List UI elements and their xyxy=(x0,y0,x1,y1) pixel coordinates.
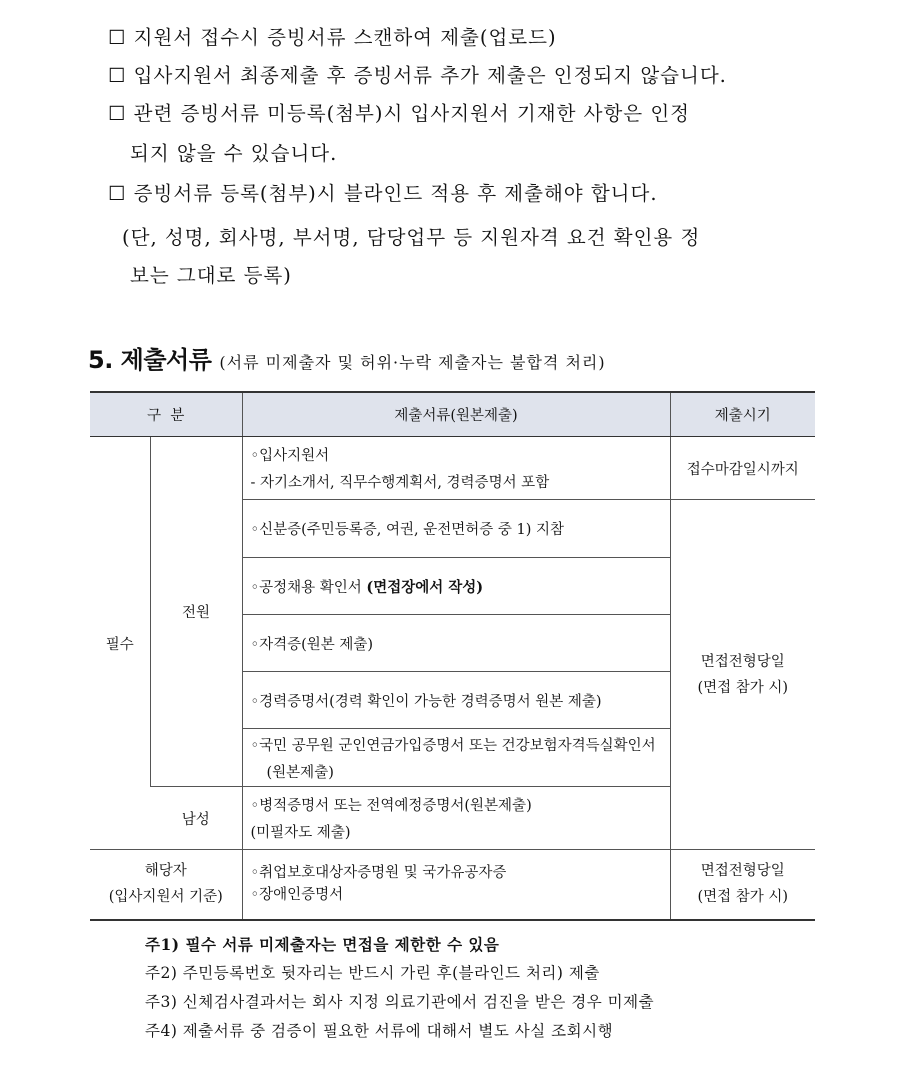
timing-cell: 면접전형당일 (면접 참가 시) xyxy=(670,500,815,850)
sub-all: 전원 xyxy=(150,437,242,787)
documents-table xyxy=(90,391,815,921)
bullet-1: ☐ 지원서 접수시 증빙서류 스캔하여 제출(업로드) xyxy=(108,26,557,49)
notes xyxy=(145,930,654,1046)
bullet-2: ☐ 입사지원서 최종제출 후 증빙서류 추가 제출은 인정되지 않습니다. xyxy=(108,64,727,87)
header-category: 구 분 xyxy=(90,392,242,437)
note-1: 주1) 필수 서류 미제출자는 면접을 제한한 수 있음 xyxy=(145,935,500,954)
table-row xyxy=(90,850,815,920)
section-heading: 5. 제출서류 xyxy=(88,346,212,374)
doc-cell: ◦입사지원서 - 자기소개서, 직무수행계획서, 경력증명서 포함 xyxy=(242,437,670,500)
bullet-4: ☐ 증빙서류 등록(첨부)시 블라인드 적용 후 제출해야 합니다. xyxy=(108,182,658,205)
doc-cell: ◦취업보호대상자증명원 및 국가유공자증 ◦장애인증명서 xyxy=(242,850,670,920)
header-documents: 제출서류(원본제출) xyxy=(242,392,670,437)
sub-male: 남성 xyxy=(150,787,242,850)
group-required: 필수 xyxy=(90,437,150,850)
table-row xyxy=(90,437,815,500)
timing-cell: 면접전형당일 (면접 참가 시) xyxy=(670,850,815,920)
doc-cell: ◦공정채용 확인서 (면접장에서 작성) xyxy=(242,558,670,615)
doc-cell: ◦신분증(주민등록증, 여권, 운전면허증 중 1) 지참 xyxy=(242,500,670,558)
bullet-3: ☐ 관련 증빙서류 미등록(첨부)시 입사지원서 기재한 사항은 인정 xyxy=(108,102,691,125)
note-3: 주3) 신체검사결과서는 회사 지정 의료기관에서 검진을 받은 경우 미제출 xyxy=(145,993,655,1011)
doc-cell: ◦병적증명서 또는 전역예정증명서(원본제출) (미필자도 제출) xyxy=(242,787,670,850)
timing-cell: 접수마감일시까지 xyxy=(670,437,815,500)
section-title xyxy=(88,340,606,375)
header-timing: 제출시기 xyxy=(670,392,815,437)
note-4: 주4) 제출서류 중 검증이 필요한 서류에 대해서 별도 사실 조회시행 xyxy=(145,1022,614,1040)
doc-cell: ◦경력증명서(경력 확인이 가능한 경력증명서 원본 제출) xyxy=(242,672,670,729)
doc-cell: ◦국민 공무원 군인연금가입증명서 또는 건강보험자격득실확인서 (원본제출) xyxy=(242,729,670,787)
doc-cell: ◦자격증(원본 제출) xyxy=(242,615,670,672)
section-subtitle: (서류 미제출자 및 허위·누락 제출자는 불합격 처리) xyxy=(219,353,606,372)
table-header xyxy=(90,392,815,437)
bullet-4-cont2: 보는 그대로 등록) xyxy=(130,264,292,287)
bullet-3-cont: 되지 않을 수 있습니다. xyxy=(130,142,338,165)
group-applicable: 해당자 (입사지원서 기준) xyxy=(90,850,242,920)
note-2: 주2) 주민등록번호 뒷자리는 반드시 가린 후(블라인드 처리) 제출 xyxy=(145,964,600,982)
bullet-4-cont: (단, 성명, 회사명, 부서명, 담당업무 등 지원자격 요건 확인용 정 xyxy=(122,226,701,249)
